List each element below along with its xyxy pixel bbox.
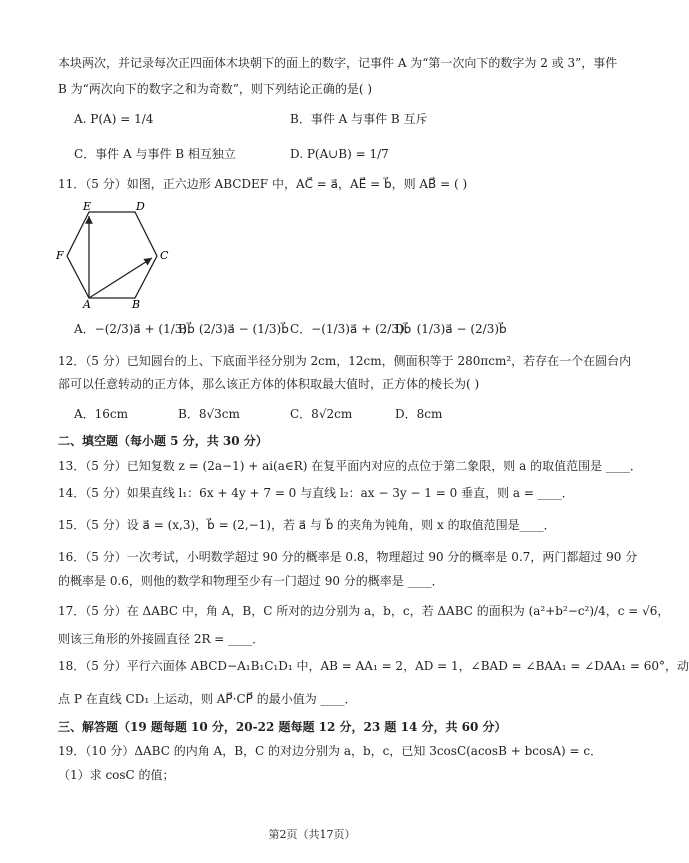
q10-option-c: C．事件 A 与事件 B 相互独立 — [74, 147, 236, 161]
label-d: D — [136, 200, 145, 213]
q10-option-d: D. P(A∪B) = 1/7 — [290, 147, 389, 161]
q12-option-b: B．8√3cm — [178, 407, 240, 421]
hexagon-diagram — [52, 200, 182, 310]
label-e: E — [83, 200, 92, 213]
q10-text-line-2: B 为“两次向下的数字之和为奇数”，则下列结论正确的是( ) — [58, 82, 373, 96]
q18-text-line-2: 点 P 在直线 CD₁ 上运动，则 AP⃗·CP⃗ 的最小值为 ____． — [58, 692, 357, 706]
q10-option-a: A. P(A) = 1/4 — [74, 112, 154, 126]
q12-option-c: C．8√2cm — [290, 407, 353, 421]
section-answers-heading: 三、解答题（19 题每题 10 分，20-22 题每题 12 分，23 题 14 分，共 60 分） — [58, 720, 507, 734]
page-footer: 第2页（共17页） — [268, 828, 356, 841]
q19-part-1: （1）求 cosC 的值； — [58, 768, 175, 782]
q17-text-line-2: 则该三角形的外接圆直径 2R = ____． — [58, 632, 265, 646]
q19-text: 19．（10 分）ΔABC 的内角 A，B，C 的对边分别为 a，b，c，已知 3cosC(acosB + bcosA) = c． — [58, 744, 603, 758]
q11-option-a: A．−(2/3)a⃗ + (1/3)b⃗ — [74, 322, 195, 336]
vector-ac — [89, 258, 152, 298]
section-fill-in-heading: 二、填空题（每小题 5 分，共 30 分） — [58, 434, 268, 448]
q17-text-line-1: 17．（5 分）在 ΔABC 中，角 A，B，C 所对的边分别为 a，b，c，若 ΔABC 的面积为 (a²+b²−c²)/4，c = √6， — [58, 604, 670, 618]
label-a: A — [83, 298, 91, 311]
q15-text: 15．（5 分）设 a⃗ = (x,3)，b⃗ = (2,−1)，若 a⃗ 与 b⃗ 的夹角为钝角，则 x 的取值范围是____． — [58, 518, 556, 532]
q11-option-b: B．(2/3)a⃗ − (1/3)b⃗ — [178, 322, 289, 336]
q18-text-line-1: 18．（5 分）平行六面体 ABCD−A₁B₁C₁D₁ 中，AB = AA₁ = 2，AD = 1，∠BAD = ∠BAA₁ = ∠DAA₁ = 60°，动 — [58, 659, 689, 673]
hexagon-figure — [52, 200, 182, 310]
label-c: C — [160, 249, 169, 262]
q10-text-line-1: 本块两次，并记录每次正四面体木块朝下的面上的数字，记事件 A 为“第一次向下的数字为 2 或 3”，事件 — [58, 56, 618, 70]
q13-text: 13．（5 分）已知复数 z = (2a−1) + ai(a∈R) 在复平面内对应的点位于第二象限，则 a 的取值范围是 ____． — [58, 459, 642, 473]
q12-text-line-2: 部可以任意转动的正方体，那么该正方体的体积取最大值时，正方体的棱长为( ) — [58, 377, 480, 391]
q11-option-d: D．(1/3)a⃗ − (2/3)b⃗ — [395, 322, 507, 336]
hexagon-outline — [67, 212, 157, 298]
label-b: B — [132, 298, 141, 311]
q12-option-d: D．8cm — [395, 407, 443, 421]
q16-text-line-2: 的概率是 0.6，则他的数学和物理至少有一门超过 90 分的概率是 ____． — [58, 574, 444, 588]
q11-option-c: C．−(1/3)a⃗ + (2/3)b⃗ — [290, 322, 412, 336]
q11-text: 11．（5 分）如图，正六边形 ABCDEF 中，AC⃗ = a⃗，AE⃗ = b⃗，则 AB⃗ = ( ) — [58, 177, 468, 191]
q14-text: 14．（5 分）如果直线 l₁：6x + 4y + 7 = 0 与直线 l₂：ax − 3y − 1 = 0 垂直，则 a = ____． — [58, 486, 574, 500]
label-f: F — [56, 249, 64, 262]
q10-option-b: B．事件 A 与事件 B 互斥 — [290, 112, 428, 126]
q16-text-line-1: 16．（5 分）一次考试，小明数学超过 90 分的概率是 0.8，物理超过 90 分的概率是 0.7，两门都超过 90 分 — [58, 550, 638, 564]
q12-text-line-1: 12．（5 分）已知圆台的上、下底面半径分别为 2cm，12cm，侧面积等于 280πcm²，若存在一个在圆台内 — [58, 354, 632, 368]
q12-option-a: A．16cm — [74, 407, 129, 421]
